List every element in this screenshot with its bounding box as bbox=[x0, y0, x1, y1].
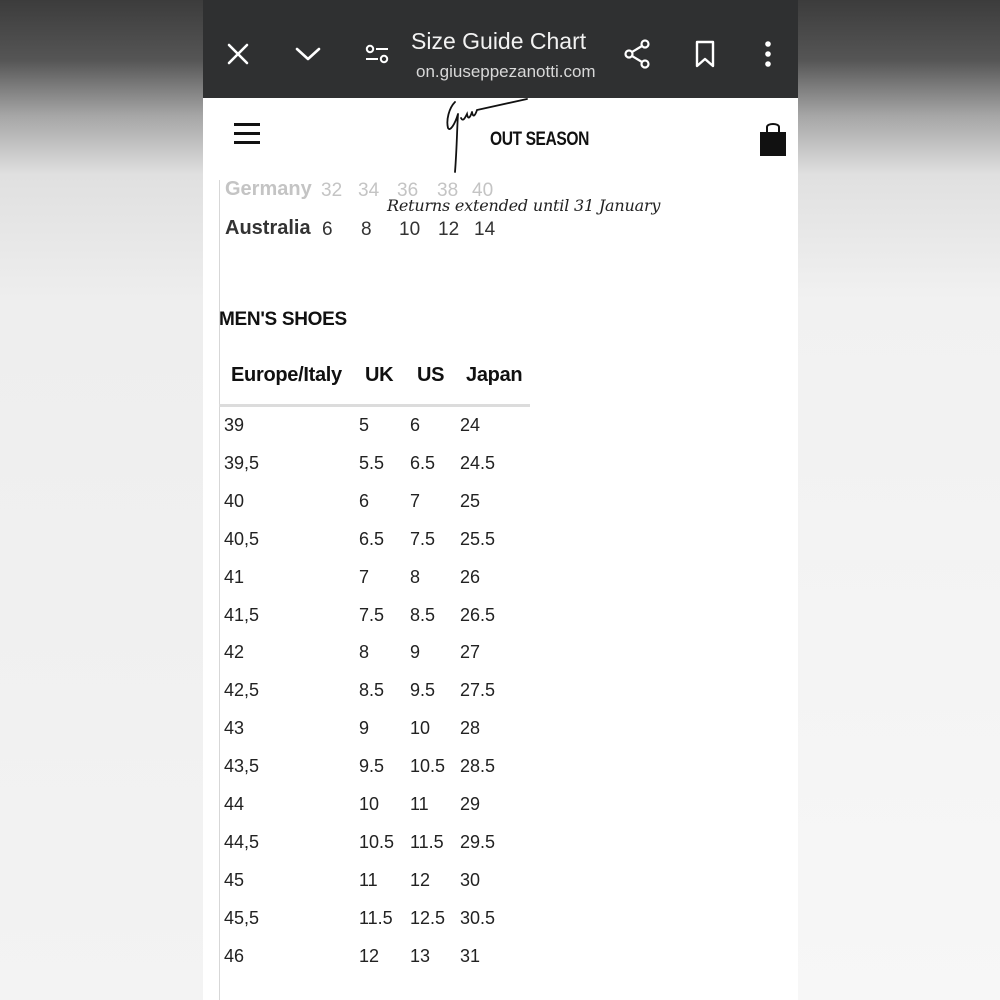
us-size-cell: 10.5 bbox=[410, 756, 446, 777]
uk-size-cell: 10 bbox=[359, 794, 380, 814]
more-vert-icon[interactable] bbox=[742, 28, 794, 80]
uk-size-cell: 5 bbox=[359, 415, 370, 435]
bookmark-icon[interactable] bbox=[679, 28, 731, 80]
us-size-cell: 12 bbox=[410, 869, 431, 890]
eu-size-cell: 46 bbox=[224, 945, 245, 966]
close-icon[interactable] bbox=[212, 28, 264, 80]
size-cell: 8 bbox=[361, 219, 372, 240]
eu-size-cell: 45,5 bbox=[224, 907, 260, 928]
size-cell: 6 bbox=[322, 219, 333, 240]
australia-label: Australia bbox=[225, 217, 311, 239]
page-settings-icon[interactable] bbox=[351, 28, 403, 80]
us-size-cell: 13 bbox=[410, 945, 431, 966]
japan-size-cell: 28.5 bbox=[460, 756, 496, 777]
japan-size-cell: 24.5 bbox=[460, 452, 496, 473]
eu-size-cell: 43 bbox=[224, 718, 245, 739]
background-left bbox=[0, 0, 203, 1000]
shopping-bag-icon[interactable] bbox=[758, 120, 788, 158]
phone-screen bbox=[203, 0, 798, 1000]
us-size-cell: 11.5 bbox=[410, 831, 444, 852]
japan-size-cell: 29.5 bbox=[460, 831, 496, 852]
size-cell: 34 bbox=[358, 180, 380, 201]
us-size-cell: 7.5 bbox=[410, 528, 436, 549]
eu-size-cell: 41 bbox=[224, 566, 245, 587]
uk-size-cell: 5.5 bbox=[359, 452, 385, 473]
content-left-border bbox=[219, 180, 220, 1000]
germany-label: Germany bbox=[225, 178, 312, 200]
col-header-japan: Japan bbox=[466, 364, 523, 386]
chevron-down-icon[interactable] bbox=[282, 28, 334, 80]
uk-size-cell: 11 bbox=[359, 869, 378, 890]
japan-size-cell: 26 bbox=[460, 566, 481, 587]
share-icon[interactable] bbox=[611, 28, 663, 80]
uk-size-cell: 8 bbox=[359, 642, 370, 663]
logo-text: OUT SEASON bbox=[490, 129, 589, 150]
uk-size-cell: 9.5 bbox=[359, 756, 385, 777]
us-size-cell: 8.5 bbox=[410, 604, 436, 625]
australia-row bbox=[225, 217, 496, 240]
japan-size-cell: 31 bbox=[460, 945, 481, 966]
japan-size-cell: 27.5 bbox=[460, 680, 496, 701]
size-cell: 12 bbox=[438, 219, 460, 240]
eu-size-cell: 41,5 bbox=[224, 604, 260, 625]
background-right bbox=[798, 0, 1000, 1000]
size-cell: 36 bbox=[397, 180, 419, 201]
japan-size-cell: 30 bbox=[460, 869, 481, 890]
uk-size-cell: 12 bbox=[359, 945, 380, 966]
eu-size-cell: 42 bbox=[224, 642, 245, 663]
germany-row bbox=[225, 178, 494, 201]
uk-size-cell: 7 bbox=[359, 566, 370, 587]
col-header-europe-italy: Europe/Italy bbox=[231, 364, 342, 386]
us-size-cell: 8 bbox=[410, 566, 421, 587]
header-divider bbox=[219, 404, 530, 407]
brand-logo[interactable] bbox=[443, 98, 589, 176]
us-size-cell: 12.5 bbox=[410, 907, 446, 928]
eu-size-cell: 40,5 bbox=[224, 528, 260, 549]
size-cell: 32 bbox=[321, 180, 343, 201]
japan-size-cell: 27 bbox=[460, 642, 481, 663]
us-size-cell: 6.5 bbox=[410, 452, 436, 473]
us-size-cell: 11 bbox=[410, 794, 429, 814]
us-size-cell: 10 bbox=[410, 718, 431, 739]
size-cell: 14 bbox=[474, 219, 496, 240]
uk-size-cell: 10.5 bbox=[359, 831, 395, 852]
japan-size-cell: 26.5 bbox=[460, 604, 496, 625]
size-cell: 38 bbox=[437, 180, 459, 201]
uk-size-cell: 6.5 bbox=[359, 528, 385, 549]
us-size-cell: 9.5 bbox=[410, 680, 436, 701]
uk-size-cell: 7.5 bbox=[359, 604, 385, 625]
japan-size-cell: 30.5 bbox=[460, 907, 496, 928]
japan-size-cell: 24 bbox=[460, 415, 481, 435]
eu-size-cell: 40 bbox=[224, 490, 245, 511]
eu-size-cell: 44 bbox=[224, 794, 245, 814]
eu-size-cell: 39,5 bbox=[224, 452, 260, 473]
japan-size-cell: 25 bbox=[460, 490, 481, 511]
uk-size-cell: 8.5 bbox=[359, 680, 385, 701]
eu-size-cell: 44,5 bbox=[224, 831, 260, 852]
us-size-cell: 9 bbox=[410, 642, 421, 663]
page-title: Size Guide Chart bbox=[411, 28, 587, 54]
uk-size-cell: 11.5 bbox=[359, 907, 393, 928]
eu-size-cell: 43,5 bbox=[224, 756, 260, 777]
japan-size-cell: 29 bbox=[460, 794, 481, 814]
col-header-us: US bbox=[417, 364, 445, 386]
browser-toolbar bbox=[203, 0, 798, 98]
page-url[interactable]: on.giuseppezanotti.com bbox=[416, 62, 596, 81]
col-header-uk: UK bbox=[365, 364, 394, 386]
japan-size-cell: 25.5 bbox=[460, 528, 496, 549]
eu-size-cell: 39 bbox=[224, 415, 245, 435]
eu-size-cell: 45 bbox=[224, 869, 245, 890]
us-size-cell: 6 bbox=[410, 415, 421, 435]
japan-size-cell: 28 bbox=[460, 718, 481, 739]
site-header bbox=[203, 98, 798, 180]
mens-shoes-title: MEN'S SHOES bbox=[219, 309, 347, 330]
returns-banner: Returns extended until 31 January bbox=[387, 196, 661, 215]
uk-size-cell: 9 bbox=[359, 718, 370, 739]
hamburger-menu-icon[interactable] bbox=[234, 123, 260, 145]
uk-size-cell: 6 bbox=[359, 490, 370, 511]
us-size-cell: 7 bbox=[410, 490, 421, 511]
size-cell: 40 bbox=[472, 180, 494, 201]
size-cell: 10 bbox=[399, 219, 421, 240]
eu-size-cell: 42,5 bbox=[224, 680, 260, 701]
